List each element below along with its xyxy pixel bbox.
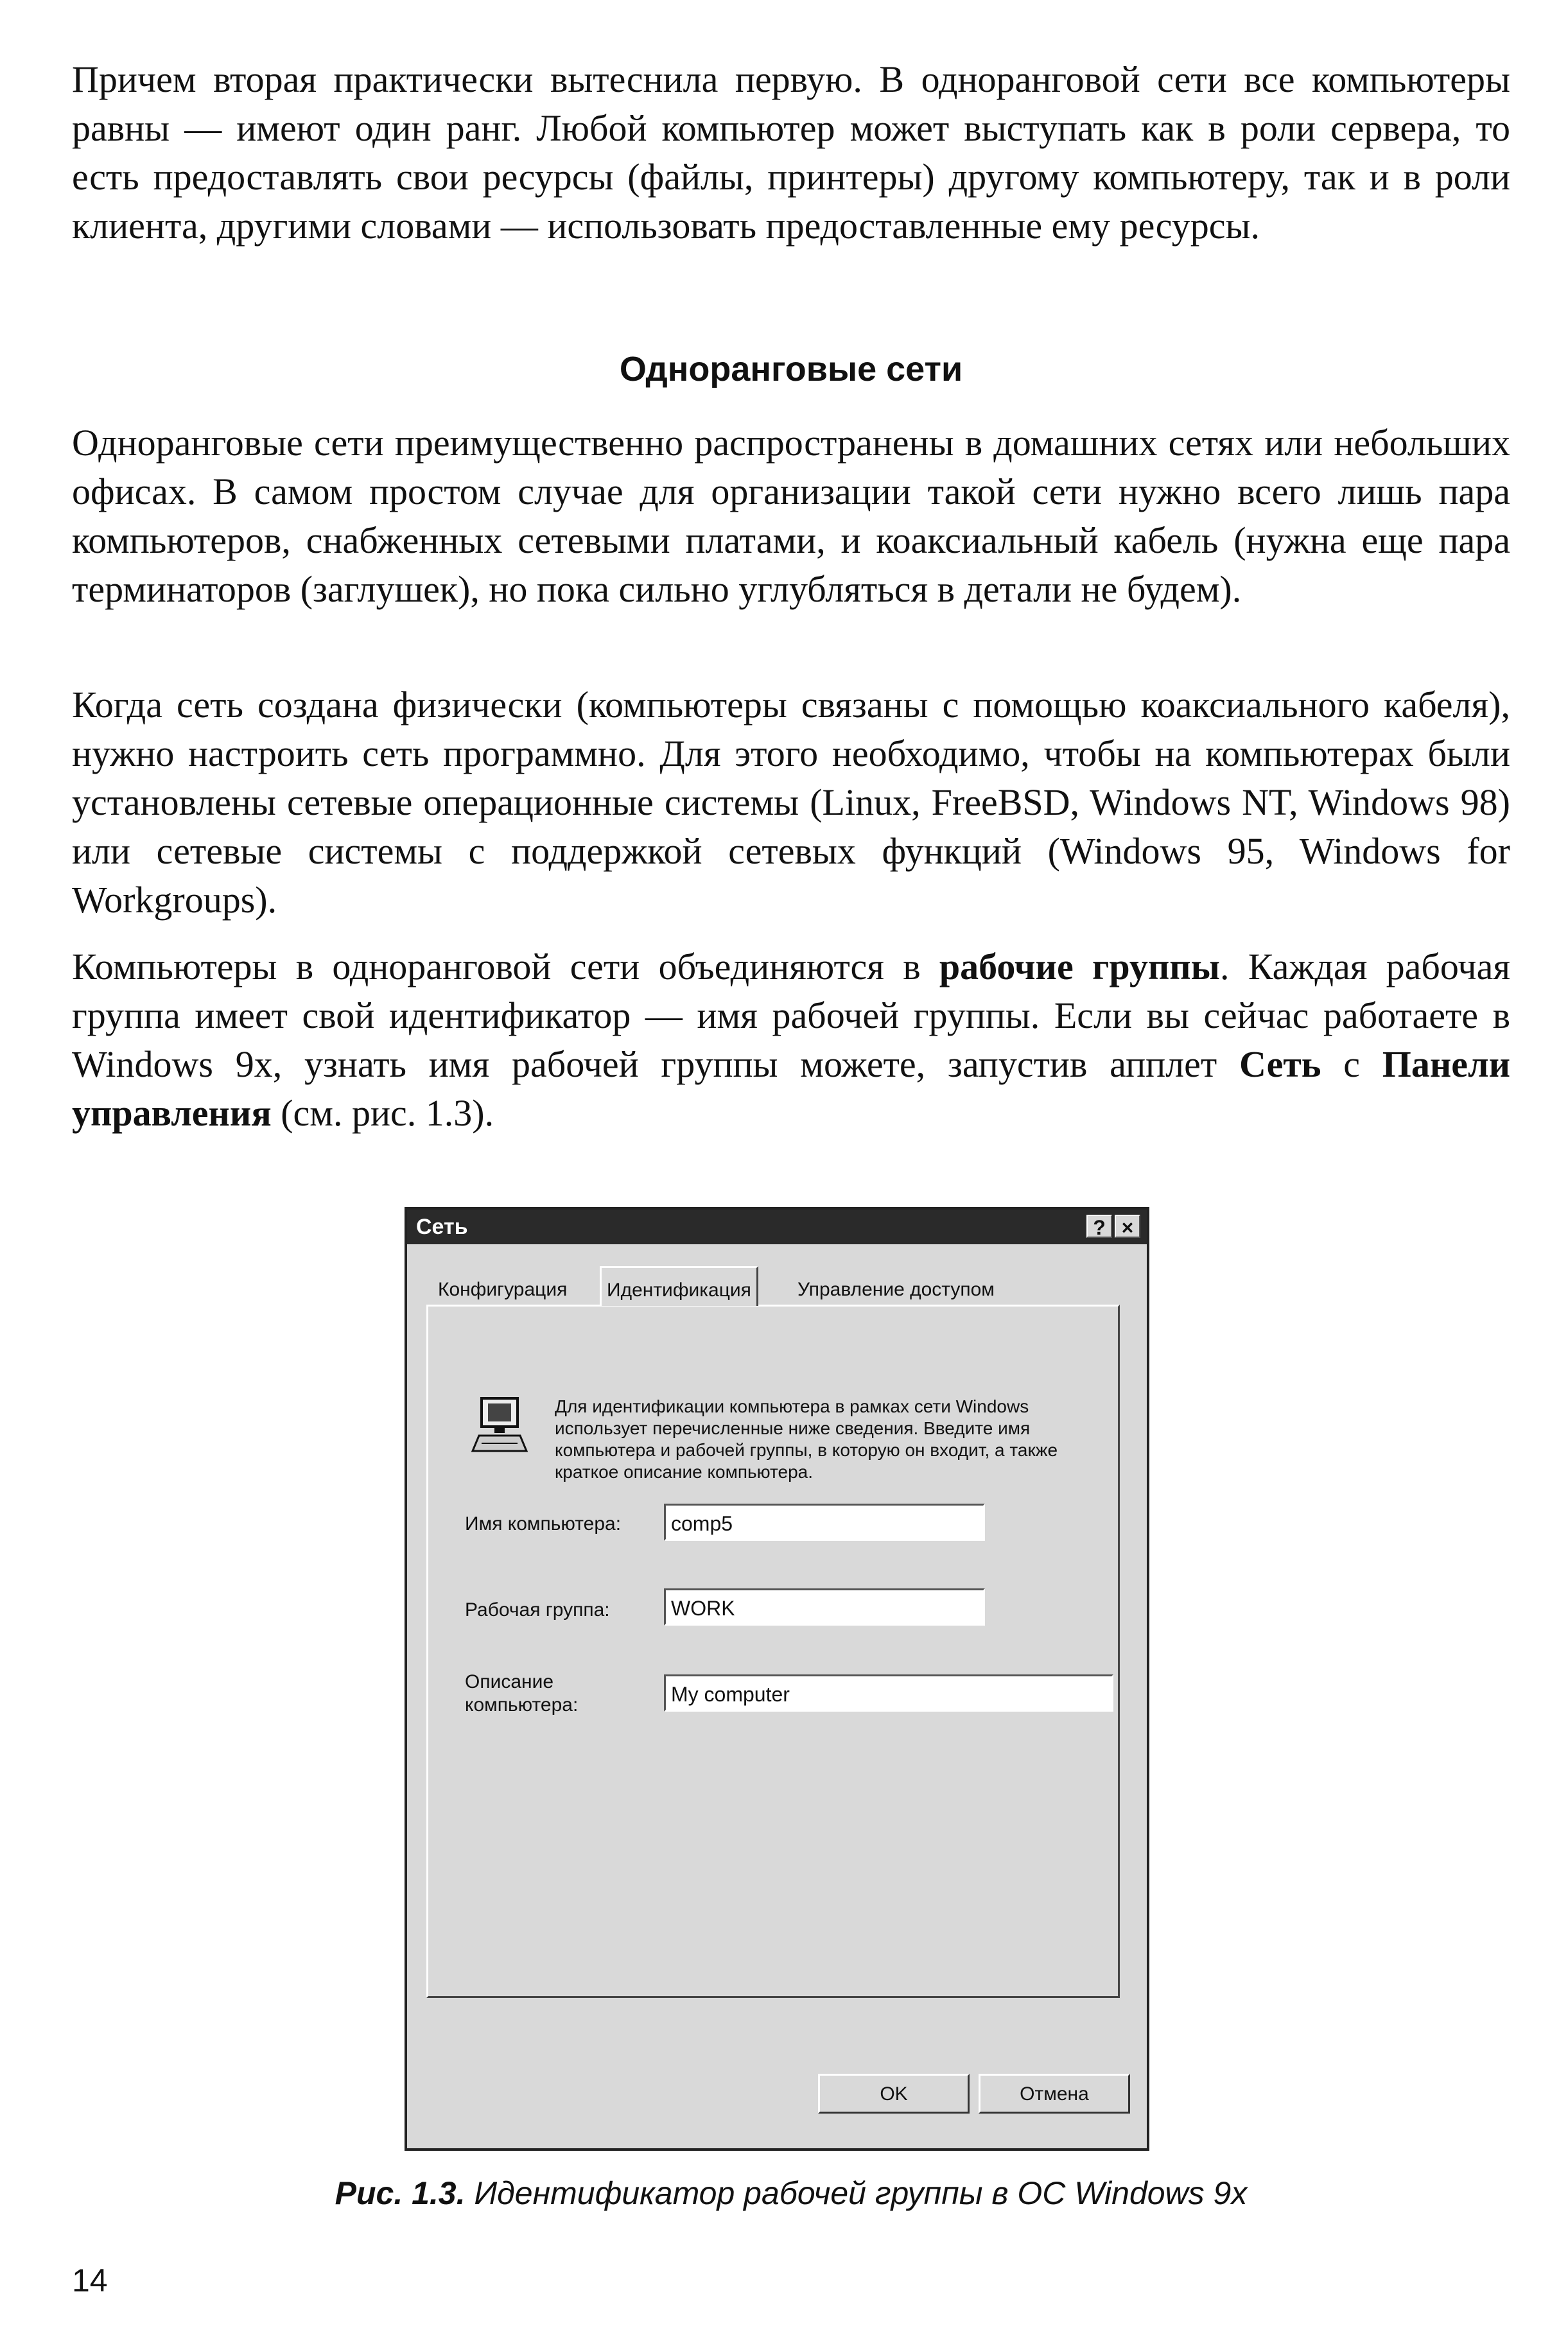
paragraph-4-text: с [1321,1043,1382,1085]
tab-identification[interactable]: Идентификация [600,1266,758,1306]
description-label: Описание компьютера: [465,1671,579,1716]
dialog-titlebar [407,1210,1147,1244]
description-input[interactable]: My computer [664,1674,1113,1712]
figure-caption [72,2173,1510,2214]
tab-configuration[interactable]: Конфигурация [438,1279,568,1300]
term-workgroups: рабочие группы [939,946,1220,987]
paragraph-4-text: (см. рис. 1.3). [271,1092,494,1134]
computer-name-input[interactable]: comp5 [664,1504,985,1541]
dialog-description: Для идентификации компьютера в рамках сети Windows использует перечисленные ниже сведения. Введите имя компьютера и рабочей группы, в которую он входит, а также краткое описание компьютера. [555,1396,1058,1482]
network-dialog [405,1207,1149,2151]
page-number: 14 [72,2263,108,2298]
tab-access-control[interactable]: Управление доступом [797,1279,995,1300]
figure-label: Рис. 1.3. [335,2175,466,2211]
paragraph-2: Одноранговые сети преимущественно распространены в домашних сетях или небольших офисах. В самом простом случае для организации такой сети нужно всего лишь пара компьютеров, снабженных сетевыми платами, и коаксиальный кабель (нужна еще пара терминаторов (заглушек), но пока сильно углубляться в детали не будем). [72,422,1510,610]
workgroup-label: Рабочая группа: [465,1599,610,1620]
computer-name-label: Имя компьютера: [465,1513,622,1534]
paragraph-4-text: . Каждая рабочая группа имеет свой идентификатор — имя рабочей группы. Если вы сейчас работаете в Windows 9x, узнать имя рабочей группы можете, запустив апплет [72,946,1511,1085]
computer-icon [469,1396,533,1466]
paragraph-4-text: Компьютеры в одноранговой сети объединяются в [72,946,939,987]
figure-caption-text: Идентификатор рабочей группы в ОС Windows 9x [465,2175,1248,2211]
cancel-button[interactable]: Отмена [979,2074,1130,2114]
paragraph-1: Причем вторая практически вытеснила первую. В одноранговой сети все компьютеры равны — имеют один ранг. Любой компьютер может выступать как в роли сервера, то есть предоставлять свои ресурсы (файлы, принтеры) другому компьютеру, так и в роли клиента, другими словами — использовать предоставленные ему ресурсы. [72,58,1510,247]
help-button[interactable]: ? [1086,1215,1112,1238]
close-button[interactable]: × [1115,1215,1140,1238]
term-network: Сеть [1239,1043,1321,1085]
paragraph-4 [72,943,1510,1138]
section-heading: Одноранговые сети [619,350,963,388]
paragraph-3: Когда сеть создана физически (компьютеры связаны с помощью коаксиального кабеля), нужно настроить сеть программно. Для этого необходимо, чтобы на компьютерах были установлены сетевые операционные системы (Linux, FreeBSD, Windows NT, Windows 98) или сетевые системы с поддержкой сетевых функций (Windows 95, Windows for Workgroups). [72,684,1510,921]
term-control-panel: Панели управления [72,1043,1510,1134]
workgroup-input[interactable]: WORK [664,1588,985,1626]
dialog-title: Сеть [416,1215,468,1239]
ok-button[interactable]: OK [818,2074,970,2114]
